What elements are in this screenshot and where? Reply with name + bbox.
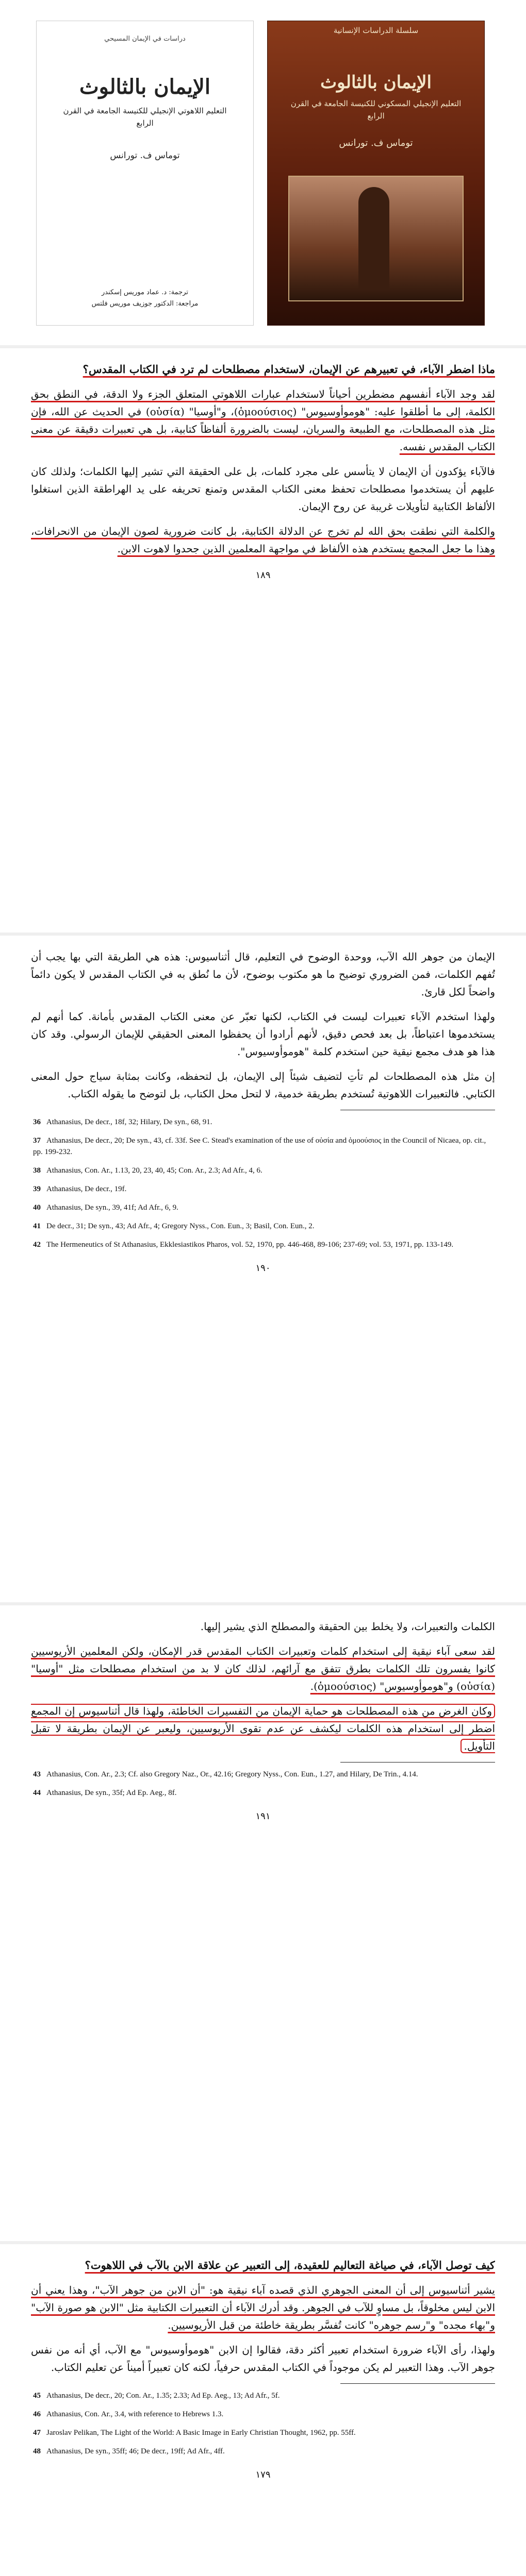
- book-page-191: [31, 1618, 495, 2226]
- cover-series: سلسلة الدراسات الإنسانية: [333, 26, 419, 35]
- footnote: [31, 1239, 495, 1250]
- translator-credit: ترجمة: د. عماد موريس إسكندر: [101, 289, 189, 296]
- footnote-number: 45: [33, 2392, 41, 2400]
- title-page-title: الإيمان بالثالوث: [79, 75, 210, 99]
- book-page-190: [31, 948, 495, 1587]
- page-number: ١٨٩: [255, 570, 271, 581]
- footnote: [31, 1165, 495, 1176]
- footnote-number: 41: [33, 1222, 41, 1230]
- footnote-number: 42: [33, 1241, 41, 1249]
- footnote-text: Jaroslav Pelikan, The Light of the World: A Basic Image in Early Christian Thought, 1962, pp. 55ff.: [46, 2429, 356, 2437]
- footnote-number: 36: [33, 1118, 41, 1126]
- footnote: [31, 1769, 495, 1780]
- reviser-credit: مراجعة: الدكتور جوزيف موريس فلتس: [91, 300, 199, 308]
- book-cover: [267, 21, 485, 326]
- cover-author: توماس ف. تورانس: [339, 138, 413, 148]
- footnote-number: 47: [33, 2429, 41, 2437]
- title-page: [36, 21, 254, 326]
- footnote: [31, 1183, 495, 1195]
- highlighted-text: لقد سعى آباء نيقية إلى استخدام كلمات وتعبيرات الكتاب المقدس قدر الإمكان، ولكن المعلمين الأريوسيين كانوا يفسرون تلك الكلمات بطرق تتفق مع آرائهم، لذلك كان لا بد من استخدام مصطلحات مثل "أوسيا" (οὐσία) و"هوموأوسيوس" (ὁμοούσιος).: [31, 1645, 495, 1692]
- footnote-text: Athanasius, De syn., 39, 41f; Ad Afr., 6, 9.: [46, 1204, 178, 1212]
- paragraph: الإيمان من جوهر الله الآب، ووحدة الوضوح في التعليم، قال أثناسيوس: هذه هي الطريقة التي بها يجب أن تُفهم الكلمات، فمن الضروري توضيح ما هو مكتوب بوضوح، لأن ما نُطق به في الكتاب المقدس لا يكون دائماً واضحاً لكل قارئ.: [31, 951, 495, 998]
- paragraph: ولهذا استخدم الآباء تعبيرات ليست في الكتاب، لكنها تعبّر عن معنى الكتاب المقدس بأمانة. كما أنهم لم يستخدموها اعتباطاً، بل بعد فحص دقيق، لأنهم أرادوا أن يحفظوا المعنى الحقيقي للإيمان الرسولي. وقد كان هذا هو هدف مجمع نيقية حين استخدم كلمة "هوموأوسيوس".: [31, 1010, 495, 1058]
- section-heading: ماذا اضطر الآباء، في تعبيرهم عن الإيمان، لاستخدام مصطلحات لم ترد في الكتاب المقدس؟: [83, 363, 495, 376]
- footnote: [31, 1135, 495, 1158]
- page-number: ١٩٠: [255, 1263, 271, 1274]
- cover-title: الإيمان بالثالوث: [320, 72, 432, 93]
- footnote: [31, 2427, 495, 2438]
- footnote-text: Athanasius, De decr., 18f, 32; Hilary, De syn., 68, 91.: [46, 1118, 212, 1126]
- footnote-number: 48: [33, 2447, 41, 2455]
- footnote: [31, 2446, 495, 2457]
- title-page-credits: [37, 287, 253, 310]
- footnote-number: 43: [33, 1770, 41, 1778]
- highlighted-text: يشير أثناسيوس إلى أن المعنى الجوهري الذي قصده آباء نيقية هو: "أن الابن من جوهر الآب"، وهذا يعني أن الابن ليس مخلوقاً، بل مساوٍ للآب في الجوهر. وقد أدرك الآباء أن التعبيرات الكتابية مثل "الابن هو صورة الآب" و"بهاء مجده" و"رسم جوهره" كانت تُفسَّر بطريقة خاطئة من قبل الأريوسيين.: [31, 2284, 495, 2331]
- footnote-number: 39: [33, 1185, 41, 1193]
- cover-artwork: [288, 176, 464, 301]
- page-separator: [0, 2241, 526, 2244]
- footnote-text: Athanasius, De decr., 20; De syn., 43, cf. 33f. See C. Stead's examination of the use of οὐσία and ὁμοούσιος in the Council of Nicaea, op. cit., pp. 199-232.: [33, 1137, 486, 1156]
- footnote: [31, 1116, 495, 1128]
- paragraph: [31, 1702, 495, 1755]
- footnote-text: Athanasius, De decr., 19f.: [46, 1185, 127, 1193]
- footnotes: [31, 1769, 495, 1799]
- footnote-rule: [340, 2383, 495, 2384]
- book-page-179: [31, 2257, 495, 2576]
- page-separator: [0, 345, 526, 348]
- paragraph: [31, 1642, 495, 1695]
- footnote-number: 37: [33, 1137, 41, 1145]
- section-heading: كيف توصل الآباء، في صياغة التعاليم للعقيدة، إلى التعبير عن علاقة الابن بالآب في اللاهوت؟: [85, 2259, 495, 2272]
- boxed-text: وكان الغرض من هذه المصطلحات هو حماية الإيمان من التفسيرات الخاطئة، ولهذا قال أثناسيوس إن المجمع اضطر إلى استخدام هذه الكلمات ليكشف عن عدم تقوى الأريوسيين، وليعبر عن الإيمان بطريقة لا تقبل التأويل.: [31, 1705, 495, 1752]
- footnote: [31, 1787, 495, 1799]
- footnote: [31, 1202, 495, 1213]
- footnote-number: 44: [33, 1789, 41, 1797]
- footnote-text: Athanasius, De syn., 35f; Ad Ep. Aeg., 8f.: [46, 1789, 177, 1797]
- page-number: ١٩١: [255, 1811, 271, 1822]
- footnote-text: Athanasius, Con. Ar., 2.3; Cf. also Gregory Naz., Or., 42.16; Gregory Nyss., Con. Eun., 1.27, and Hilary, De Trin., 4.14.: [46, 1770, 418, 1778]
- footnote: [31, 2409, 495, 2420]
- paragraph: الكلمات والتعبيرات، ولا يخلط بين الحقيقة والمصطلح الذي يشير إليها.: [200, 1620, 495, 1633]
- highlighted-text: والكلمة التي نطقت بحق الله لم تخرج عن الدلالة الكتابية، بل كانت ضرورية لصون الإيمان من الانحرافات، وهذا ما جعل المجمع يستخدم هذه الألفاظ في مواجهة المعلمين الذين جحدوا لاهوت الابن.: [31, 525, 495, 555]
- paragraph: ولهذا، رأى الآباء ضرورة استخدام تعبير أكثر دقة، فقالوا إن الابن "هوموأوسيوس" مع الآب، أي أنه من نفس جوهر الآب. وهذا التعبير لم يكن موجوداً في الكتاب المقدس حرفياً، لكنه كان تعبيراً أميناً عن تعليم الكتاب.: [31, 2344, 495, 2374]
- paragraph: [31, 522, 495, 557]
- title-page-author: توماس ف. تورانس: [110, 150, 180, 161]
- paragraph: [31, 385, 495, 455]
- paragraph: [31, 2281, 495, 2334]
- paragraph: إن مثل هذه المصطلحات لم تأتِ لتضيف شيئاً إلى الإيمان، بل لتحفظه، وكانت بمثابة سياج حول المعنى الكتابي. فالتعبيرات اللاهوتية تُستخدم بطريقة خدمية، لا لتحل محل الكتاب، بل لتوضح ما يقوله الكتاب.: [31, 1070, 495, 1100]
- title-page-series: دراسات في الإيمان المسيحي: [104, 35, 186, 43]
- footnote: [31, 1221, 495, 1232]
- footnote-number: 40: [33, 1204, 41, 1212]
- page-separator: [0, 933, 526, 936]
- footnote-text: Athanasius, De syn., 35ff; 46; De decr., 19ff; Ad Afr., 4ff.: [46, 2447, 225, 2455]
- page-number: ١٧٩: [255, 2469, 271, 2480]
- footnote-text: Athanasius, De decr., 20; Con. Ar., 1.35; 2.33; Ad Ep. Aeg., 13; Ad Afr., 5f.: [46, 2392, 280, 2400]
- book-page-189: [31, 361, 495, 917]
- highlighted-text: لقد وجد الآباء أنفسهم مضطرين أحياناً لاستخدام عبارات اللاهوتي المتعلق الجزء ولا الدقة، في النطق بحق الكلمة، إلى ما أطلقوا عليه: "هوموأوسيوس" (ὁμοούσιος)، و"أوسيا" (οὐσία) في الحديث عن الله، فإن مثل هذه المصطلحات، مع الطبيعة والسريان، ليست بالضرورة ألفاظاً كتابية، بل هي تعبيرات دقيقة عن معنى الكتاب المقدس نفسه.: [31, 388, 495, 453]
- footnotes: [31, 2390, 495, 2457]
- footnote-text: Athanasius, Con. Ar., 1.13, 20, 23, 40, 45; Con. Ar., 2.3; Ad Afr., 4, 6.: [46, 1166, 262, 1175]
- footnote-text: The Hermeneutics of St Athanasius, Ekklesiastikos Pharos, vol. 52, 1970, pp. 446-468, 89-106; 237-69; vol. 53, 1971, pp. 133-149.: [46, 1241, 454, 1249]
- title-page-subtitle: التعليم اللاهوتي الإنجيلي للكنيسة الجامعة في القرن الرابع: [63, 106, 227, 128]
- cover-subtitle: التعليم الإنجيلي المسكوني للكنيسة الجامعة في القرن الرابع: [290, 99, 462, 121]
- paragraph: فالآباء يؤكدون أن الإيمان لا يتأسس على مجرد كلمات، بل على الحقيقة التي تشير إليها الكلمات؛ ولذلك كان عليهم أن يستخدموا مصطلحات تحفظ معنى الكتاب المقدس وتمنع تحريفه على يد الهراطقة الذين استغلوا الألفاظ الكتابية لتأويلات غريبة عن روح الإيمان.: [31, 465, 495, 513]
- cover-spread: [31, 21, 495, 330]
- page-separator: [0, 1602, 526, 1605]
- footnote-number: 46: [33, 2410, 41, 2418]
- footnote-text: De decr., 31; De syn., 43; Ad Afr., 4; Gregory Nyss., Con. Eun., 3; Basil, Con. Eun., 2.: [46, 1222, 315, 1230]
- footnote-text: Athanasius, Con. Ar., 3.4, with reference to Hebrews 1.3.: [46, 2410, 224, 2418]
- footnotes: [31, 1116, 495, 1250]
- footnote-number: 38: [33, 1166, 41, 1175]
- footnote: [31, 2390, 495, 2401]
